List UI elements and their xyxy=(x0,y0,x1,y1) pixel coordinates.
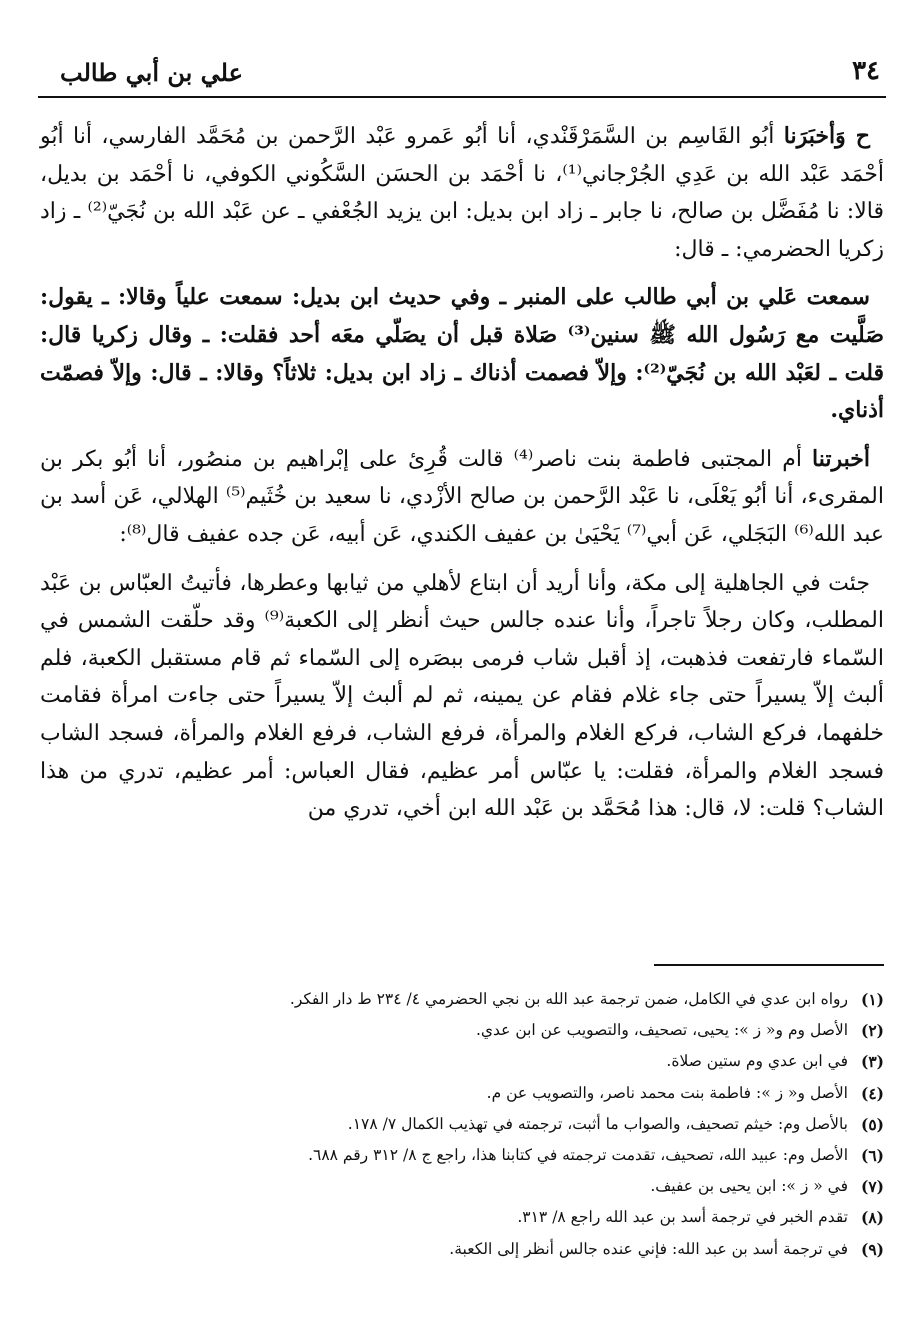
footnote xyxy=(40,1171,884,1202)
footnote-number: (٤) xyxy=(860,1083,884,1103)
paragraph-lead: أخبرتنا xyxy=(812,445,870,472)
footnote-number: (٥) xyxy=(860,1114,884,1134)
footnote-number: (٨) xyxy=(860,1208,884,1228)
paragraph-hadith-1: سمعت عَلي بن أبي طالب على المنبر ـ وفي حديث ابن بديل: سمعت علياً وقالا: ـ يقول: صَلَّيت مع رَسُول الله ﷺ سنين⁽³⁾ صَلاة قبل أن يصَلّي معَه أحد فقلت: ـ وقال زكريا قال: قلت ـ لعَبْد الله بن نُجَيّ⁽²⁾: وإلاّ فصمت أذناك ـ زاد ابن بديل: ثلاثاً؟ وقالا: ـ قال: وإلاّ فصمّت أذناي. xyxy=(40,284,884,424)
footnote-text: الأصل وم: عبيد الله، تصحيف، تقدمت ترجمته في كتابنا هذا، راجع ج ٨/ ٣١٢ رقم ٦٨٨. xyxy=(308,1146,848,1165)
footnote-text: الأصل و« ز »: فاطمة بنت محمد ناصر، والتصويب عن م. xyxy=(486,1083,848,1102)
footnote-separator xyxy=(654,964,884,966)
footnote-text: الأصل وم و« ز »: يحيى، تصحيف، والتصويب عن ابن عدي. xyxy=(475,1021,848,1040)
footnote-number: (٢) xyxy=(860,1021,884,1041)
footnote-number: (٩) xyxy=(860,1239,884,1259)
footnote xyxy=(40,1234,884,1265)
footnote-text: في ترجمة أسد بن عبد الله: فإني عنده جالس أنظر إلى الكعبة. xyxy=(449,1239,848,1258)
footnote-text: بالأصل وم: خيثم تصحيف، والصواب ما أثبت، ترجمته في تهذيب الكمال ٧/ ١٧٨. xyxy=(347,1114,848,1133)
footnote xyxy=(40,1140,884,1171)
footnote xyxy=(40,1046,884,1077)
footnote xyxy=(40,984,884,1015)
paragraph-lead: ح وَأخبَرَنا xyxy=(783,123,870,149)
footnote xyxy=(40,1078,884,1109)
footnote-number: (٦) xyxy=(860,1146,884,1166)
footnote-text: في ابن عدي وم ستين صلاة. xyxy=(666,1052,848,1071)
paragraph-isnad-2 xyxy=(40,441,884,554)
paragraph-text: أبُو القَاسِم بن السَّمَرْقَنْدي، أنا أبُو عَمرو عَبْد الرَّحمن بن مُحَمَّد الفارسي، أنا أبُو أحْمَد عَبْد الله بن عَدِي الجُرْجاني⁽¹⁾، نا أحْمَد بن الحسَن السَّكُوني الكوفي، نا أحْمَد بن بديل، قالا: نا مُفَضَّل بن صالح، نا جابر ـ زاد ابن بديل: ابن يزيد الجُعْفي ـ عن عَبْد الله بن نُجَيّ⁽²⁾ ـ زاد زكريا الحضرمي: ـ قال: xyxy=(40,124,884,262)
footnote-number: (٣) xyxy=(860,1052,884,1072)
page-header xyxy=(38,52,886,98)
page-number: ٣٤ xyxy=(852,56,880,86)
paragraph-hadith-2: جئت في الجاهلية إلى مكة، وأنا أريد أن ابتاع لأهلي من ثيابها وعطرها، فأتيتُ العبّاس بن عَبْد المطلب، وكان رجلاً تاجراً، وأنا عنده جالس حيث أنظر إلى الكعبة⁽⁹⁾ وقد حلّقت الشمس في السّماء فارتفعت فذهبت، إذ أقبل شاب فرمى ببصَره إلى السّماء ثم قام مستقبل الكعبة، فلم ألبث إلاّ يسيراً حتى جاء غلام فقام عن يمينه، ثم لم ألبث إلاّ يسيراً حتى جاءت امرأة فقامت خلفهما، فركع الشاب، فركع الغلام والمرأة، فرفع الشاب، فرفع الغلام والمرأة، فسجد الشاب فسجد الغلام والمرأة، فقلت: يا عبّاس أمر عظيم، فقال العباس: أمر عظيم، تدري من هذا الشاب؟ قلت: لا، قال: هذا مُحَمَّد بن عَبْد الله ابن أخي، تدري من xyxy=(40,570,884,822)
footnotes xyxy=(40,984,884,1265)
running-title: علي بن أبي طالب xyxy=(60,58,243,87)
footnote-number: (٧) xyxy=(860,1177,884,1197)
footnote-text: في « ز »: ابن يحيى بن عفيف. xyxy=(650,1177,848,1196)
paragraph-text: أم المجتبى فاطمة بنت ناصر⁽⁴⁾ قالت قُرِئ على إبْراهيم بن منصُور، أنا أبُو بكر بن المقرىء، أنا أبُو يَعْلَى، نا عَبْد الرَّحمن بن صالح الأزْدي، نا سعيد بن خُثَيم⁽⁵⁾ الهلالي، عَن أسد بن عبد الله⁽⁶⁾ البَجَلي، عَن أبي⁽⁷⁾ يَحْيَىٰ بن عفيف الكندي، عَن أبيه، عَن جده عفيف قال⁽⁸⁾: xyxy=(40,446,884,547)
footnote-text: رواه ابن عدي في الكامل، ضمن ترجمة عبد الله بن نجي الحضرمي ٤/ ٢٣٤ ط دار الفكر. xyxy=(289,990,848,1008)
main-text xyxy=(40,118,884,839)
footnote xyxy=(40,1015,884,1046)
paragraph-isnad-1 xyxy=(40,118,884,268)
footnote-number: (١) xyxy=(860,990,884,1009)
footnote xyxy=(40,1202,884,1233)
footnote xyxy=(40,1109,884,1140)
footnote-text: تقدم الخبر في ترجمة أسد بن عبد الله راجع ٨/ ٣١٣. xyxy=(517,1208,848,1227)
